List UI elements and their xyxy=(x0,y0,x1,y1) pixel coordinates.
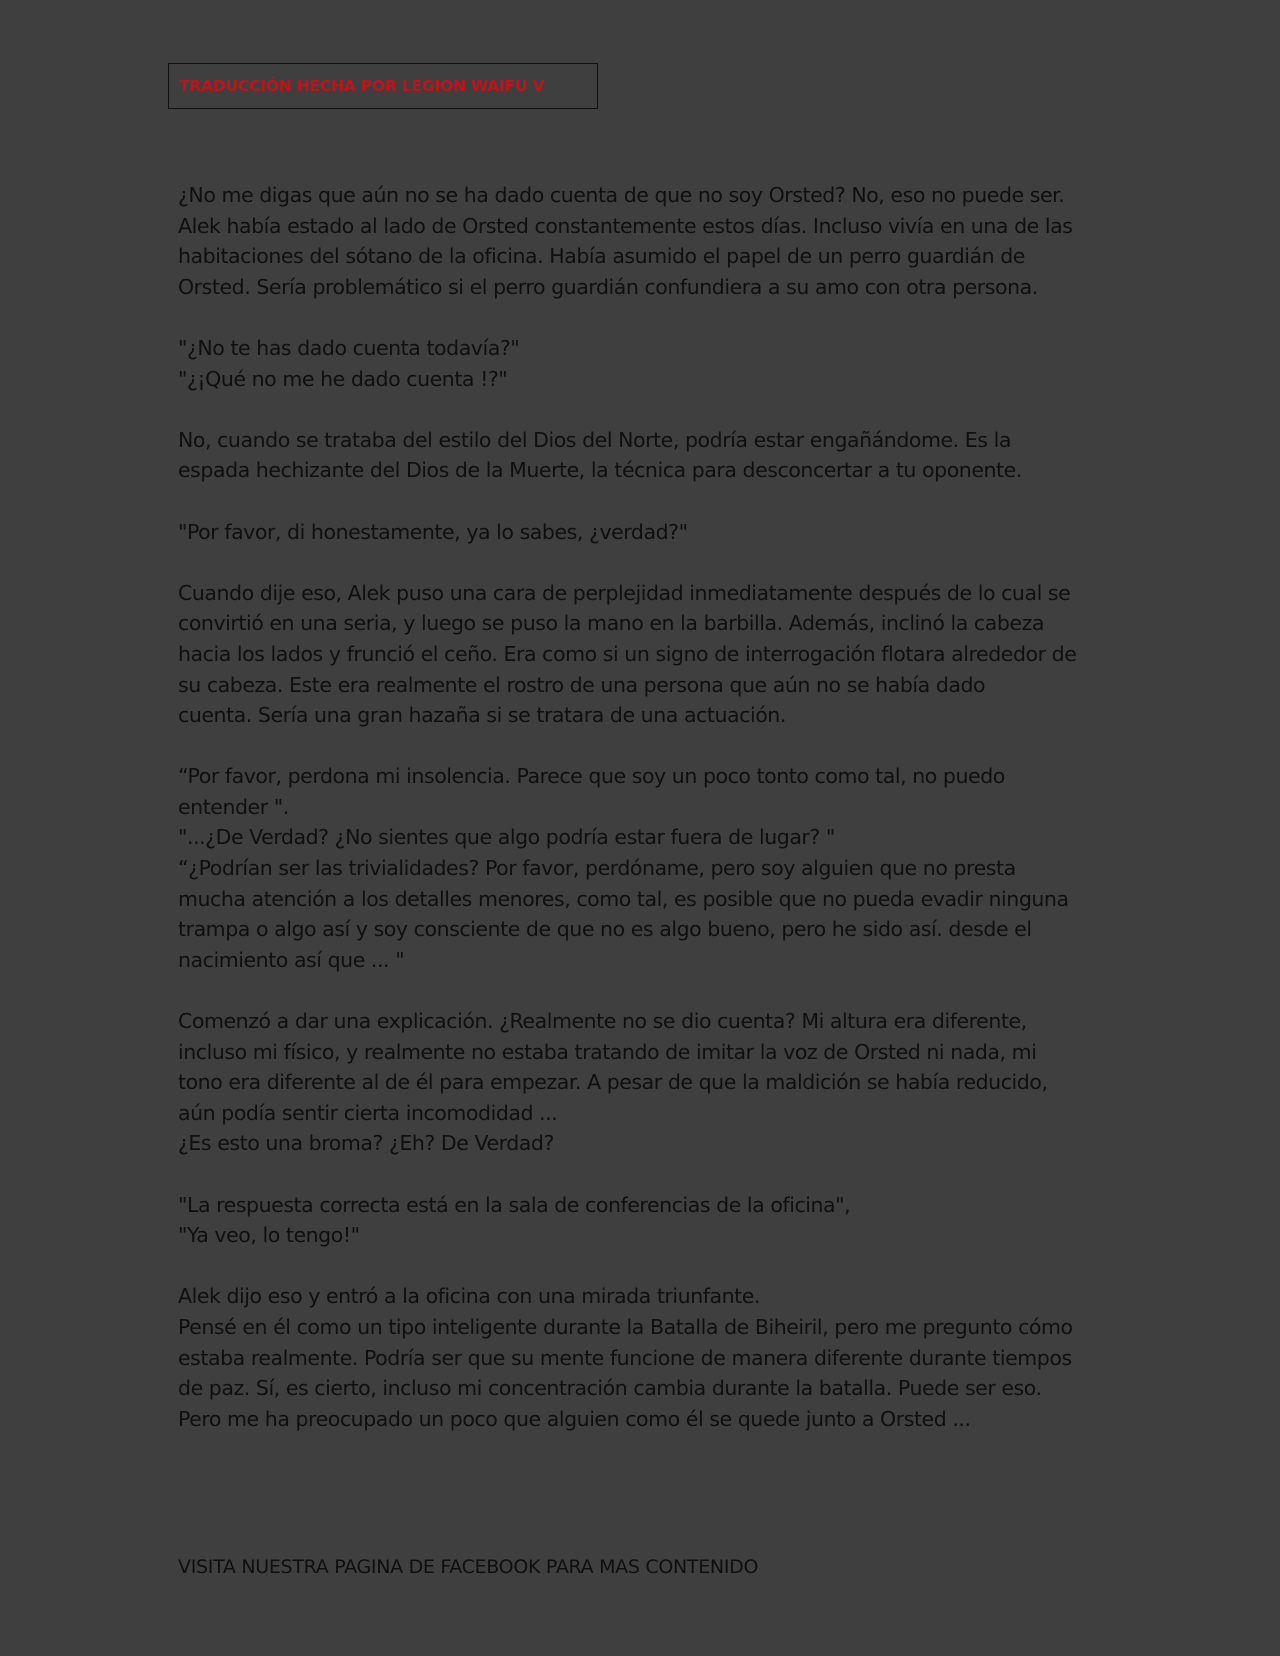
paragraph xyxy=(178,333,1098,394)
translation-credit-text: TRADUCCIÓN HECHA POR LEGION WAIFU V xyxy=(179,77,545,95)
text-line: cuenta. Sería una gran hazaña si se tratara de una actuación. xyxy=(178,703,786,728)
text-line: ¿No me digas que aún no se ha dado cuenta de que no soy Orsted? No, eso no puede ser. xyxy=(178,183,1065,207)
text-line: Orsted. Sería problemático si el perro guardián confundiera a su amo con otra persona. xyxy=(178,274,1038,299)
text-line: "La respuesta correcta está en la sala de conferencias de la oficina", xyxy=(178,1192,851,1217)
text-line: Pero me ha preocupado un poco que alguien como él se quede junto a Orsted ... xyxy=(178,1406,971,1431)
text-line: convirtió en una seria, y luego se puso la mano en la barbilla. Además, inclinó la cabeza xyxy=(178,611,1045,636)
text-line: Alek dijo eso y entró a la oficina con una mirada triunfante. xyxy=(178,1284,760,1309)
text-line: hacia los lados y frunció el ceño. Era como si un signo de interrogación flotara alrededor de xyxy=(178,641,1077,666)
text-line: espada hechizante del Dios de la Muerte, la técnica para desconcertar a tu oponente. xyxy=(178,458,1022,483)
text-line: nacimiento así que ... " xyxy=(178,947,405,972)
paragraph xyxy=(178,1281,1098,1434)
text-line: su cabeza. Este era realmente el rostro de una persona que aún no se había dado xyxy=(178,672,986,697)
text-line: ¿Es esto una broma? ¿Eh? De Verdad? xyxy=(178,1131,554,1156)
text-line: aún podía sentir cierta incomodidad ... xyxy=(178,1100,558,1125)
paragraph xyxy=(178,1006,1098,1159)
document-body xyxy=(178,180,1098,1465)
paragraph xyxy=(178,761,1098,975)
facebook-footer-note: VISITA NUESTRA PAGINA DE FACEBOOK PARA MAS CONTENIDO xyxy=(178,1556,759,1578)
text-line: "¿¡Qué no me he dado cuenta !?" xyxy=(178,366,508,391)
text-line: "Por favor, di honestamente, ya lo sabes, ¿verdad?" xyxy=(178,519,688,544)
text-line: Comenzó a dar una explicación. ¿Realmente no se dio cuenta? Mi altura era diferente, xyxy=(178,1009,1027,1034)
text-line: No, cuando se trataba del estilo del Dios del Norte, podría estar engañándome. Es la xyxy=(178,427,1011,452)
text-line: trampa o algo así y soy consciente de que no es algo bueno, pero he sido así. desde el xyxy=(178,917,1032,942)
text-line: “¿Podrían ser las trivialidades? Por favor, perdóname, pero soy alguien que no presta xyxy=(178,856,1016,881)
text-line: tono era diferente al de él para empezar. A pesar de que la maldición se había reducido, xyxy=(178,1070,1048,1095)
paragraph xyxy=(178,180,1098,302)
paragraph xyxy=(178,517,1098,548)
translation-credit-box xyxy=(168,63,598,109)
text-line: “Por favor, perdona mi insolencia. Parece que soy un poco tonto como tal, no puedo xyxy=(178,764,1005,789)
text-line: "¿No te has dado cuenta todavía?" xyxy=(178,335,520,360)
text-line: incluso mi físico, y realmente no estaba tratando de imitar la voz de Orsted ni nada, mi xyxy=(178,1039,1037,1064)
text-line: Alek había estado al lado de Orsted constantemente estos días. Incluso vivía en una de las xyxy=(178,213,1073,238)
text-line: "Ya veo, lo tengo!" xyxy=(178,1223,360,1248)
paragraph xyxy=(178,425,1098,486)
paragraph xyxy=(178,1190,1098,1251)
text-line: mucha atención a los detalles menores, como tal, es posible que no pueda evadir ninguna xyxy=(178,886,1069,911)
text-line: entender ". xyxy=(178,794,289,819)
paragraph xyxy=(178,578,1098,731)
text-line: estaba realmente. Podría ser que su mente funcione de manera diferente durante tiempos xyxy=(178,1345,1072,1370)
text-line: Pensé en él como un tipo inteligente durante la Batalla de Biheiril, pero me pregunto cómo xyxy=(178,1314,1073,1339)
text-line: "...¿De Verdad? ¿No sientes que algo podría estar fuera de lugar? " xyxy=(178,825,835,850)
text-line: habitaciones del sótano de la oficina. Había asumido el papel de un perro guardián de xyxy=(178,244,1025,269)
text-line: Cuando dije eso, Alek puso una cara de perplejidad inmediatamente después de lo cual se xyxy=(178,580,1071,605)
text-line: de paz. Sí, es cierto, incluso mi concentración cambia durante la batalla. Puede ser eso. xyxy=(178,1376,1042,1401)
